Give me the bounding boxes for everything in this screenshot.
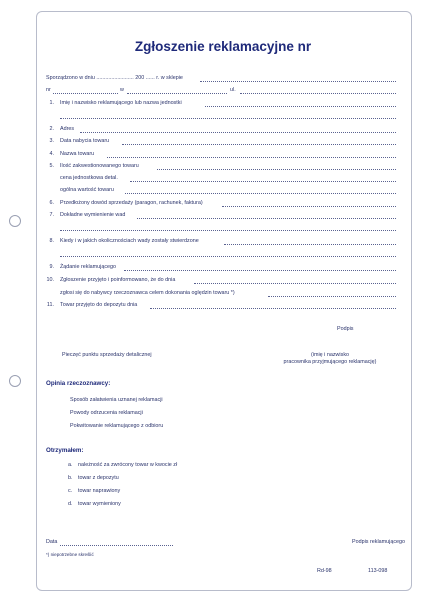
opinion-item: Pokwitowanie reklamującego z odbioru	[70, 423, 164, 429]
employee-name-line2: pracownika przyjmującego reklamację)	[283, 359, 377, 365]
form-title: Zgłoszenie reklamacyjne nr	[134, 39, 312, 54]
item-field[interactable]	[205, 106, 396, 107]
item-label: Ilość zakwestionowanego towaru	[60, 163, 139, 169]
item-field[interactable]	[130, 181, 396, 182]
item-field[interactable]	[157, 169, 396, 170]
item-label: zgłosi się do nabywcy rzeczoznawca celem dokonania oględzin towaru *)	[60, 290, 235, 296]
item-field[interactable]	[107, 157, 396, 158]
form-code-right: 113-098	[368, 568, 388, 574]
opinion-item: Powody odrzucenia reklamacji	[70, 410, 143, 416]
item-number: 3.	[49, 138, 54, 144]
item-label: Zgłoszenie przyjęto i poinformowano, że do dnia	[60, 277, 176, 283]
footnote: *) niepotrzebne skreślić	[46, 552, 94, 557]
ul-label: ul.	[230, 87, 236, 93]
received-letter: c.	[68, 488, 73, 494]
item-field[interactable]	[124, 270, 396, 271]
item-label: Przedłożony dowód sprzedaży (paragon, rachunek, faktura)	[60, 200, 203, 206]
item-field-continuation[interactable]	[60, 256, 396, 257]
stamp-label: Pieczęć punktu sprzedaży detalicznej	[62, 352, 152, 358]
nr-label: nr	[46, 87, 51, 93]
item-label: Adres	[60, 126, 75, 132]
item-field[interactable]	[137, 218, 396, 219]
binder-hole-top	[9, 215, 21, 227]
item-label: Dokładne wymienienie wad	[60, 212, 126, 218]
item-number: 11.	[46, 302, 54, 308]
item-field[interactable]	[122, 144, 396, 145]
item-number: 9.	[49, 264, 54, 270]
item-field[interactable]	[80, 132, 396, 133]
item-field[interactable]	[125, 193, 396, 194]
item-field[interactable]	[194, 283, 396, 284]
date-field[interactable]	[60, 545, 173, 546]
received-item: towar z depozytu	[78, 475, 119, 481]
item-field[interactable]	[224, 244, 396, 245]
form-code-left: Rd-98	[317, 568, 332, 574]
item-number: 10.	[46, 277, 54, 283]
w-label: w	[120, 87, 124, 93]
item-field[interactable]	[150, 308, 396, 309]
received-heading: Otrzymałem:	[46, 447, 84, 454]
item-number: 7.	[49, 212, 54, 218]
binder-hole-bottom	[9, 375, 21, 387]
employee-name-line1: (imię i nazwisko	[310, 352, 350, 358]
date-shop-line: Sporządzono w dniu ......................... 200 ...... r. w sklepie	[46, 75, 183, 81]
received-item: towar wymieniony	[78, 501, 121, 507]
received-letter: b.	[68, 475, 73, 481]
item-field[interactable]	[268, 296, 396, 297]
item-label: Data nabycia towaru	[60, 138, 110, 144]
item-label: Kiedy i w jakich okolicznościach wady zostały stwierdzone	[60, 238, 199, 244]
item-number: 4.	[49, 151, 54, 157]
shop-field[interactable]	[200, 81, 396, 82]
item-label: Imię i nazwisko reklamującego lub nazwa jednostki	[60, 100, 182, 106]
customer-signature-label: Podpis reklamującego	[352, 539, 406, 545]
item-label: ogólna wartość towaru	[60, 187, 114, 193]
ul-field[interactable]	[240, 93, 396, 94]
opinion-item: Sposób załatwienia uznanej reklamacji	[70, 397, 163, 403]
item-label: Żądanie reklamującego	[60, 264, 117, 270]
item-label: Towar przyjęto do depozytu dnia	[60, 302, 138, 308]
nr-field[interactable]	[53, 93, 118, 94]
received-letter: d.	[68, 501, 73, 507]
item-field-continuation[interactable]	[60, 230, 396, 231]
item-number: 2.	[49, 126, 54, 132]
signature-label: Podpis	[337, 326, 354, 332]
item-number: 1.	[49, 100, 54, 106]
w-field[interactable]	[127, 93, 227, 94]
item-number: 8.	[49, 238, 54, 244]
item-number: 6.	[49, 200, 54, 206]
item-field[interactable]	[222, 206, 396, 207]
received-item: towar naprawiony	[78, 488, 121, 494]
date-label: Data	[46, 539, 58, 545]
item-label: cena jednostkowa detal.	[60, 175, 118, 181]
expert-opinion-heading: Opinia rzeczoznawcy:	[46, 380, 111, 387]
item-label: Nazwa towaru	[60, 151, 95, 157]
item-field-continuation[interactable]	[60, 118, 396, 119]
item-number: 5.	[49, 163, 54, 169]
received-letter: a.	[68, 462, 73, 468]
received-item: należność za zwrócony towar w kwocie zł	[78, 462, 178, 468]
